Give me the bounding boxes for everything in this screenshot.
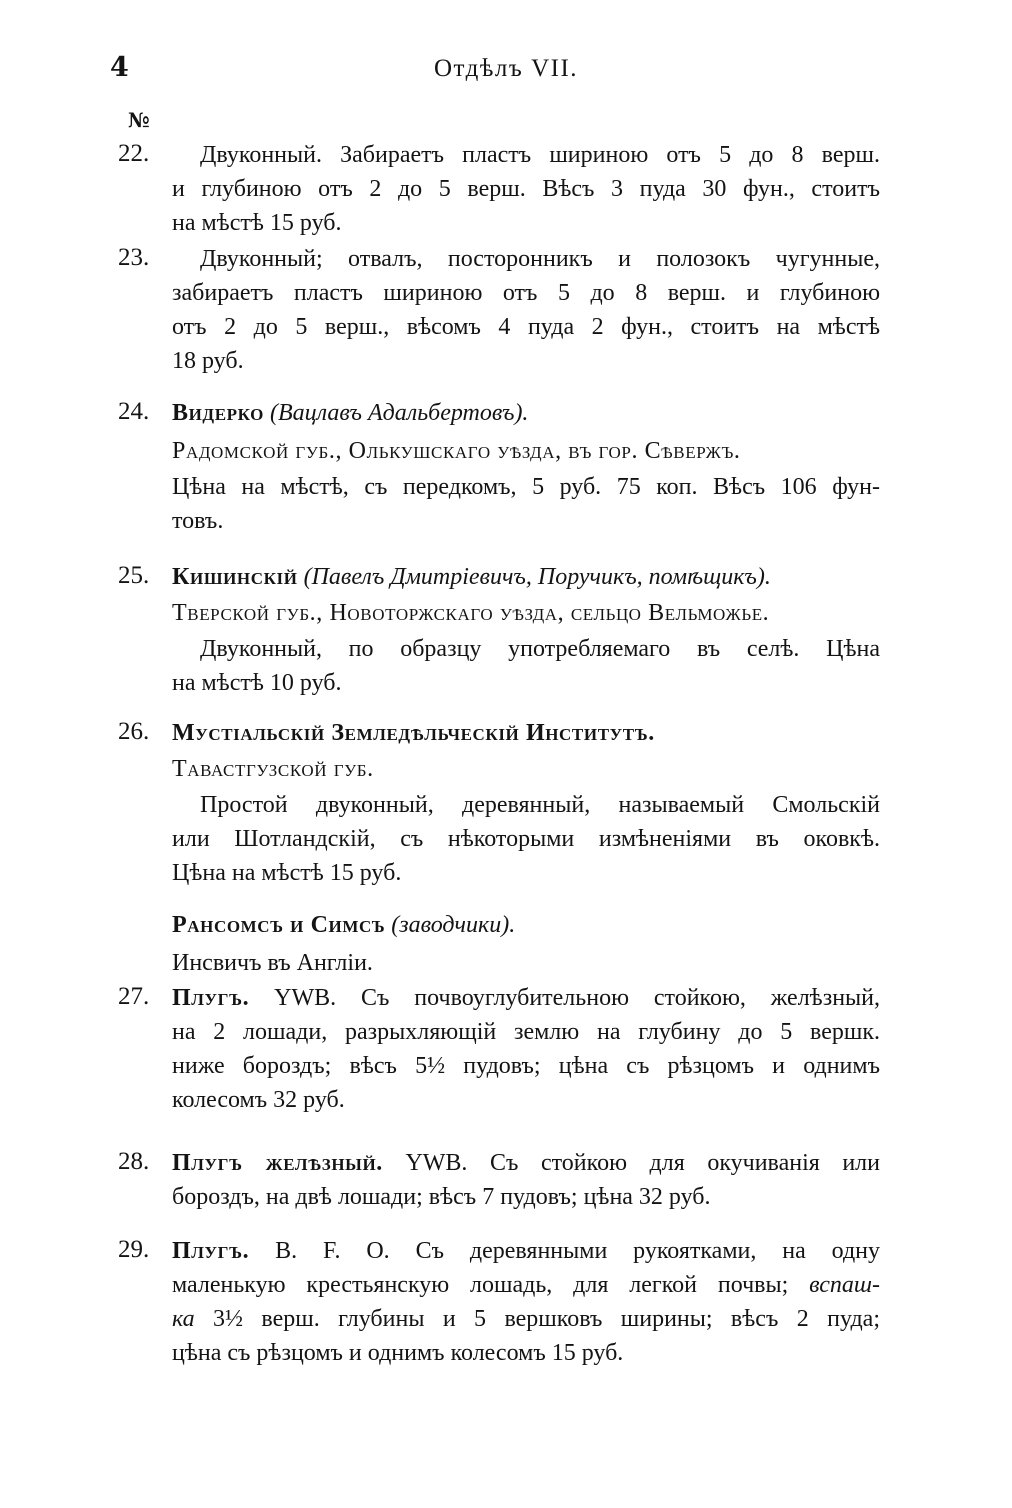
entry-line: цѣна съ рѣзцомъ и однимъ колесомъ 15 руб. xyxy=(172,1340,624,1366)
exhibitor-place: Инсвичъ въ Англіи. xyxy=(172,950,373,976)
entry-text: YWB. Съ стойкою для окучиванія или xyxy=(405,1150,880,1176)
section-title: Отдѣлъ VII. xyxy=(433,55,579,82)
entry-number: 24. xyxy=(118,398,150,425)
entry-text: маленькую крестьянскую лошадь, для легкой почвы; xyxy=(172,1272,789,1298)
entry-line xyxy=(172,1148,880,1178)
entry-line: или Шотландскій, съ нѣкоторыми измѣненіями въ оковкѣ. xyxy=(172,826,880,852)
exhibitor-name: Видерко xyxy=(172,400,264,426)
entry-line: на 2 лошади, разрыхляющій землю на глубину до 5 вершк. xyxy=(172,1019,880,1045)
entry-line: и глубиною отъ 2 до 5 верш. Вѣсъ 3 пуда 30 фун., стоитъ xyxy=(172,176,880,202)
exhibitor-name: Мустіальскій Земледѣльческій Институтъ. xyxy=(172,720,655,746)
entry-number: 29. xyxy=(118,1236,150,1263)
exhibitor-name: Рансомсъ и Симсъ xyxy=(172,912,386,938)
exhibitor-place: Тверской губ., Новоторжскаго уѣзда, сельцо Вельможье. xyxy=(172,600,770,626)
entry-line: 18 руб. xyxy=(172,348,244,374)
entry-line xyxy=(172,562,880,592)
exhibitor-person: (Павелъ Дмитріевичъ, Поручикъ, помѣщикъ). xyxy=(303,564,771,590)
entry-text: YWB. Съ почвоуглубительною стойкою, желѣзный, xyxy=(274,985,880,1011)
entry-text: 3½ верш. глубины и 5 вершковъ ширины; вѣсъ 2 пуда; xyxy=(213,1306,880,1332)
entry-line xyxy=(200,140,880,170)
entry-line: товъ. xyxy=(172,508,224,534)
page-number: 4 xyxy=(110,52,129,83)
exhibitor-name: Кишинскій xyxy=(172,564,298,590)
exhibitor-person: (заводчики). xyxy=(391,912,516,938)
entry-line xyxy=(172,1270,880,1300)
entry-line: бороздъ, на двѣ лошади; вѣсъ 7 пудовъ; цѣна 32 руб. xyxy=(172,1184,711,1210)
entry-number: 27. xyxy=(118,983,150,1010)
entry-number: 23. xyxy=(118,244,150,271)
entry-line: Простой двуконный, деревянный, называемый Смольскій xyxy=(200,792,880,818)
entry-text-italic: ка xyxy=(172,1306,195,1332)
entry-line xyxy=(200,244,880,274)
entry-text: отвалъ, посторонникъ и полозокъ чугунные, xyxy=(348,246,881,272)
exhibitor-place: Радомской губ., Олькушскаго уѣзда, въ гор. Сѣвержъ. xyxy=(172,438,741,464)
exhibitor-person: (Вацлавъ Адальбертовъ). xyxy=(269,400,529,426)
item-label: Плугъ. xyxy=(172,985,250,1011)
entry-line: на мѣстѣ 15 руб. xyxy=(172,210,342,236)
entry-line: Цѣна на мѣстѣ, съ передкомъ, 5 руб. 75 коп. Вѣсъ 106 фун- xyxy=(172,474,880,500)
entry-line: Цѣна на мѣстѣ 15 руб. xyxy=(172,860,402,886)
entry-text: Забираетъ пластъ шириною отъ 5 до 8 верш. xyxy=(340,142,880,168)
entry-line xyxy=(172,983,880,1013)
entry-line: на мѣстѣ 10 руб. xyxy=(172,670,342,696)
entry-line xyxy=(172,398,880,428)
entry-line: отъ 2 до 5 верш., вѣсомъ 4 пуда 2 фун., стоитъ на мѣстѣ xyxy=(172,314,880,340)
entry-line: забираетъ пластъ шириною отъ 5 до 8 верш. и глубиною xyxy=(172,280,880,306)
entry-number: 28. xyxy=(118,1148,150,1175)
plow-type: Двуконный. xyxy=(200,142,322,168)
entry-number: 26. xyxy=(118,718,150,745)
entry-line: колесомъ 32 руб. xyxy=(172,1087,345,1113)
entry-number: 22. xyxy=(118,140,150,167)
item-label: Плугъ желѣзный. xyxy=(172,1150,383,1176)
entry-line xyxy=(172,910,880,940)
entry-line: Двуконный, по образцу употребляемаго въ селѣ. Цѣна xyxy=(200,636,880,662)
number-column-mark: № xyxy=(128,108,150,132)
entry-number: 25. xyxy=(118,562,150,589)
item-label: Плугъ. xyxy=(172,1238,250,1264)
exhibitor-place: Тавастгузской губ. xyxy=(172,756,374,782)
entry-text: B. F. O. Съ деревянными рукоятками, на одну xyxy=(275,1238,880,1264)
entry-line xyxy=(172,1304,880,1334)
entry-line xyxy=(172,1236,880,1266)
plow-type: Двуконный; xyxy=(200,246,323,272)
entry-text-italic: вспаш- xyxy=(809,1272,880,1298)
entry-line: ниже бороздъ; вѣсъ 5½ пудовъ; цѣна съ рѣзцомъ и однимъ xyxy=(172,1053,880,1079)
